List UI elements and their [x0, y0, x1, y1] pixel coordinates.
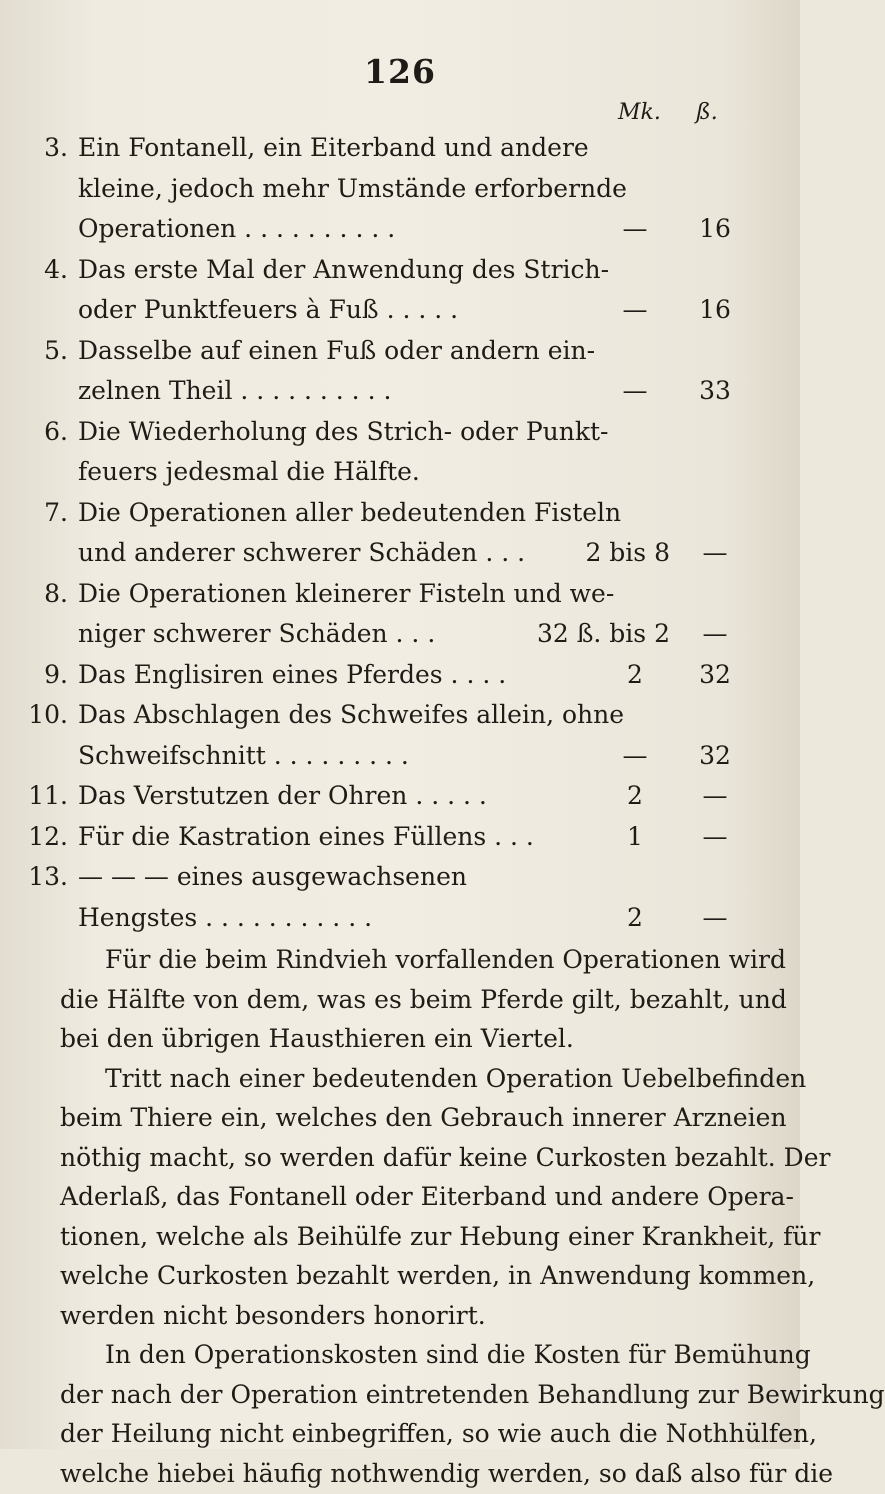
entry-mark: —: [622, 376, 648, 405]
entry-mark: —: [622, 295, 648, 324]
entry-number: 13.: [28, 862, 68, 891]
entry-penny: —: [702, 619, 728, 648]
paragraph-line: [0, 1335, 811, 1375]
entry-line: [0, 412, 800, 452]
paragraph-line: [0, 940, 800, 980]
entry-penny: 32: [699, 659, 731, 689]
page-number: 126: [364, 52, 436, 91]
entry-number: 9.: [44, 659, 68, 689]
entry-mark: 32 ß. bis 2: [536, 619, 670, 648]
entry-line: [0, 371, 800, 411]
paragraph-line: [0, 1454, 834, 1494]
column-header-penny: ß.: [696, 100, 718, 125]
entry-penny: —: [702, 781, 728, 810]
entry-text: Das Abschlagen des Schweifes allein, ohne: [78, 700, 625, 729]
paragraph-line: [0, 1019, 800, 1059]
entry-penny: —: [702, 538, 728, 567]
entry-line: [0, 817, 800, 857]
paragraph-text: Für die beim Rindvieh vorfallenden Operationen wird: [105, 945, 786, 974]
paragraph-text: nöthig macht, so werden dafür keine Curkosten bezahlt. Der: [60, 1142, 831, 1172]
entry-number: 12.: [28, 821, 68, 851]
paragraph-text: Tritt nach einer bedeutenden Operation Uebelbefinden: [105, 1063, 807, 1093]
entry-line: [0, 452, 800, 492]
column-header-mark: Mk.: [618, 100, 661, 125]
entry-mark: 2: [627, 902, 643, 932]
entry-line: [0, 614, 800, 654]
entry-line: [0, 493, 800, 533]
entry-text: feuers jedesmal die Hälfte.: [78, 457, 420, 486]
entry-line: [0, 898, 800, 938]
entry-text: kleine, jedoch mehr Umstände erforbernde: [78, 173, 627, 203]
entry-line: [0, 169, 800, 209]
paragraph-text: In den Operationskosten sind die Kosten für Bemühung: [105, 1340, 811, 1369]
paragraph-text: beim Thiere ein, welches den Gebrauch innerer Arzneien: [60, 1103, 787, 1132]
entry-number: 11.: [28, 781, 68, 810]
entry-line: [0, 209, 800, 249]
paragraph-line: [0, 1217, 821, 1257]
entry-text: Ein Fontanell, ein Eiterband und andere: [78, 133, 589, 162]
entry-text: Das erste Mal der Anwendung des Strich-: [78, 254, 610, 284]
paragraph-line: [0, 1177, 800, 1217]
paragraph-line: [0, 1414, 817, 1454]
paragraph-text: welche hiebei häufig nothwendig werden, so daß also für die: [60, 1458, 834, 1488]
entry-penny: 32: [699, 740, 731, 770]
paragraph-text: der Heilung nicht einbegriffen, so wie auch die Nothhülfen,: [60, 1419, 817, 1448]
paragraph-text: die Hälfte von dem, was es beim Pferde gilt, bezahlt, und: [60, 984, 787, 1014]
entry-line: [0, 857, 800, 897]
paragraph-text: Aderlaß, das Fontanell oder Eiterband und andere Opera-: [60, 1182, 794, 1211]
entry-mark: —: [622, 740, 648, 770]
entry-penny: 16: [699, 214, 731, 243]
paragraph-line: [0, 1375, 885, 1415]
paragraph-line: [0, 1098, 800, 1138]
entry-line: [0, 574, 800, 614]
entry-text: zelnen Theil . . . . . . . . . .: [78, 376, 392, 405]
entry-mark: 2: [627, 781, 643, 810]
entry-mark: 2: [627, 659, 643, 689]
entry-text: Die Operationen aller bedeutenden Fisteln: [78, 497, 622, 527]
entry-number: 4.: [44, 254, 68, 284]
entry-text: Für die Kastration eines Füllens . . .: [78, 821, 534, 851]
entry-line: [0, 533, 800, 573]
entry-number: 3.: [44, 133, 68, 162]
entry-line: [0, 655, 800, 695]
entry-text: Das Englisiren eines Pferdes . . . .: [78, 659, 507, 689]
paragraph-line: [0, 980, 800, 1020]
paragraph-text: tionen, welche als Beihülfe zur Hebung einer Krankheit, für: [60, 1221, 821, 1251]
paragraph-line: [0, 1256, 816, 1296]
entry-penny: 16: [699, 295, 731, 324]
entry-line: [0, 128, 800, 168]
entry-number: 6.: [44, 416, 68, 446]
paragraph-text: werden nicht besonders honorirt.: [60, 1300, 486, 1330]
entry-line: [0, 290, 800, 330]
entry-line: [0, 250, 800, 290]
entry-mark: 2 bis 8: [585, 538, 670, 567]
entry-number: 7.: [44, 497, 68, 527]
paragraph-text: der nach der Operation eintretenden Behandlung zur Bewirkung: [60, 1379, 885, 1409]
entry-line: [0, 331, 800, 371]
paragraph-text: welche Curkosten bezahlt werden, in Anwendung kommen,: [60, 1261, 816, 1290]
entry-text: Operationen . . . . . . . . . .: [78, 214, 396, 243]
entry-text: Dasselbe auf einen Fuß oder andern ein-: [78, 335, 596, 365]
entry-line: [0, 776, 800, 816]
entry-mark: 1: [627, 821, 643, 851]
entry-text: oder Punktfeuers à Fuß . . . . .: [78, 295, 459, 324]
entry-text: Hengstes . . . . . . . . . . .: [78, 902, 373, 932]
entry-number: 10.: [28, 700, 68, 729]
entry-line: [0, 736, 800, 776]
entry-text: Die Wiederholung des Strich- oder Punkt-: [78, 416, 609, 446]
paragraph-line: [0, 1059, 807, 1099]
entry-text: Schweifschnitt . . . . . . . . .: [78, 740, 409, 770]
entry-penny: —: [702, 821, 728, 851]
entry-number: 8.: [44, 578, 68, 608]
entry-number: 5.: [44, 335, 68, 365]
entry-text: Das Verstutzen der Ohren . . . . .: [78, 781, 487, 810]
entry-penny: —: [702, 902, 728, 932]
entry-text: Die Operationen kleinerer Fisteln und we-: [78, 578, 615, 608]
entry-mark: —: [622, 214, 648, 243]
entry-penny: 33: [699, 376, 731, 405]
entry-line: [0, 695, 800, 735]
paragraph-text: bei den übrigen Hausthieren ein Viertel.: [60, 1024, 574, 1053]
entry-text: niger schwerer Schäden . . .: [78, 619, 436, 648]
paragraph-line: [0, 1138, 831, 1178]
entry-text: und anderer schwerer Schäden . . .: [78, 538, 526, 567]
paragraph-line: [0, 1296, 800, 1336]
entry-text: — — — eines ausgewachsenen: [78, 862, 467, 891]
